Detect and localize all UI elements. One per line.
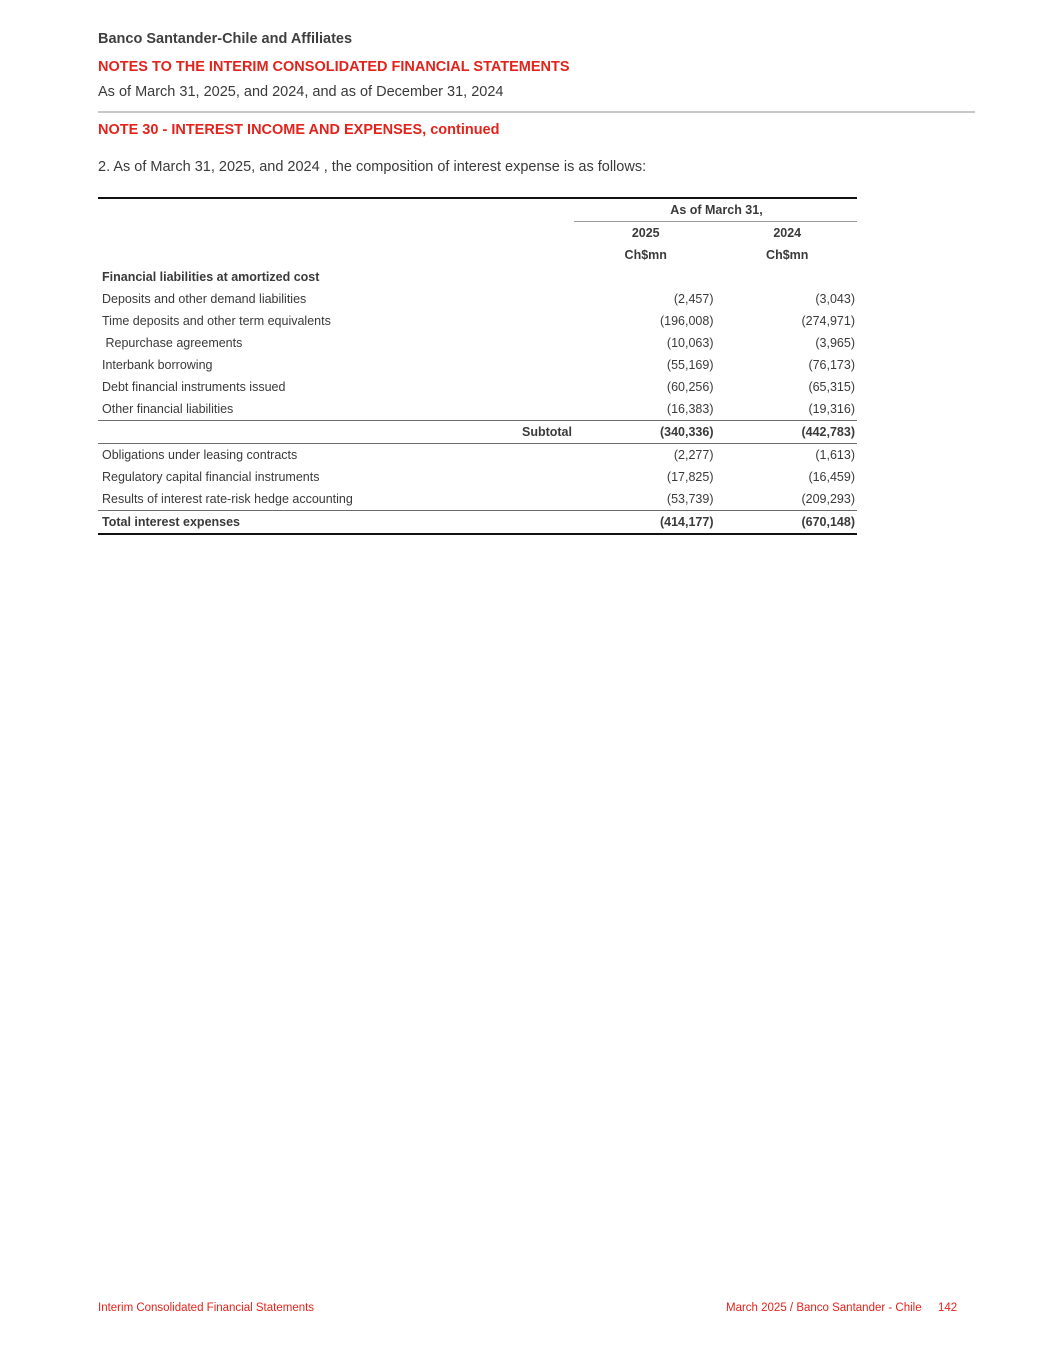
- table-row: [98, 310, 857, 332]
- table-row: [98, 488, 857, 511]
- section-title-row: [98, 266, 857, 288]
- row-label: Repurchase agreements: [102, 336, 243, 350]
- row-value-2025: (17,825): [666, 470, 714, 484]
- total-label: Total interest expenses: [98, 511, 574, 535]
- table-row: [98, 288, 857, 310]
- table-header-group: [98, 199, 857, 222]
- year-header-2024: 2024: [773, 226, 802, 240]
- row-value-2024: (1,613): [815, 448, 855, 462]
- subtotal-row: [98, 421, 857, 444]
- subtotal-label: Subtotal: [98, 421, 574, 444]
- note-heading: NOTE 30 - INTEREST INCOME AND EXPENSES, continued: [98, 122, 500, 138]
- table-header-units: [98, 244, 857, 266]
- row-value-2025: (16,383): [666, 402, 714, 416]
- row-value-2025: (10,063): [666, 336, 714, 350]
- row-value-2024: (65,315): [808, 380, 855, 394]
- footer-period-bank: March 2025 / Banco Santander - Chile: [726, 1302, 922, 1314]
- row-value-2024: (274,971): [801, 314, 855, 328]
- row-value-2025: (53,739): [666, 492, 714, 506]
- row-label: Debt financial instruments issued: [102, 380, 286, 394]
- row-value-2025: (196,008): [659, 314, 714, 328]
- subtotal-value-2025: (340,336): [574, 421, 716, 444]
- note-intro: 2. As of March 31, 2025, and 2024 , the composition of interest expense is as follows:: [98, 159, 647, 175]
- row-label: Results of interest rate-risk hedge accounting: [102, 492, 353, 506]
- row-label: Deposits and other demand liabilities: [102, 292, 307, 306]
- table-header-years: [98, 222, 857, 245]
- footer-document-title: Interim Consolidated Financial Statements: [98, 1302, 315, 1314]
- row-value-2025: (2,277): [673, 448, 714, 462]
- row-value-2025: (2,457): [673, 292, 714, 306]
- page-number: 142: [938, 1302, 958, 1314]
- row-value-2024: (3,965): [815, 336, 855, 350]
- total-row: [98, 511, 857, 535]
- section-title: Financial liabilities at amortized cost: [102, 270, 320, 284]
- row-label: Time deposits and other term equivalents: [102, 314, 331, 328]
- table-row: [98, 354, 857, 376]
- table-row: [98, 376, 857, 398]
- company-name: Banco Santander-Chile and Affiliates: [98, 31, 353, 47]
- row-value-2024: (16,459): [808, 470, 855, 484]
- table-row: [98, 398, 857, 421]
- row-value-2024: (3,043): [815, 292, 855, 306]
- column-group-header: As of March 31,: [574, 199, 857, 222]
- total-value-2025: (414,177): [574, 511, 716, 535]
- row-label: Obligations under leasing contracts: [102, 448, 298, 462]
- row-value-2024: (209,293): [801, 492, 855, 506]
- year-header-2025: 2025: [631, 226, 660, 240]
- total-value-2024: (670,148): [715, 511, 857, 535]
- interest-expense-table: [98, 197, 857, 535]
- header-divider: [98, 111, 975, 113]
- report-period: As of March 31, 2025, and 2024, and as of December 31, 2024: [98, 84, 504, 100]
- row-value-2025: (60,256): [666, 380, 714, 394]
- row-label: Interbank borrowing: [102, 358, 213, 372]
- unit-header-2025: Ch$mn: [624, 248, 667, 262]
- row-label: Regulatory capital financial instruments: [102, 470, 320, 484]
- table-row: [98, 332, 857, 354]
- row-value-2025: (55,169): [666, 358, 714, 372]
- table-row: [98, 466, 857, 488]
- row-value-2024: (76,173): [808, 358, 855, 372]
- table-row: [98, 444, 857, 467]
- row-value-2024: (19,316): [808, 402, 855, 416]
- unit-header-2024: Ch$mn: [766, 248, 809, 262]
- notes-title: NOTES TO THE INTERIM CONSOLIDATED FINANCIAL STATEMENTS: [98, 59, 570, 75]
- subtotal-value-2024: (442,783): [715, 421, 857, 444]
- row-label: Other financial liabilities: [102, 402, 234, 416]
